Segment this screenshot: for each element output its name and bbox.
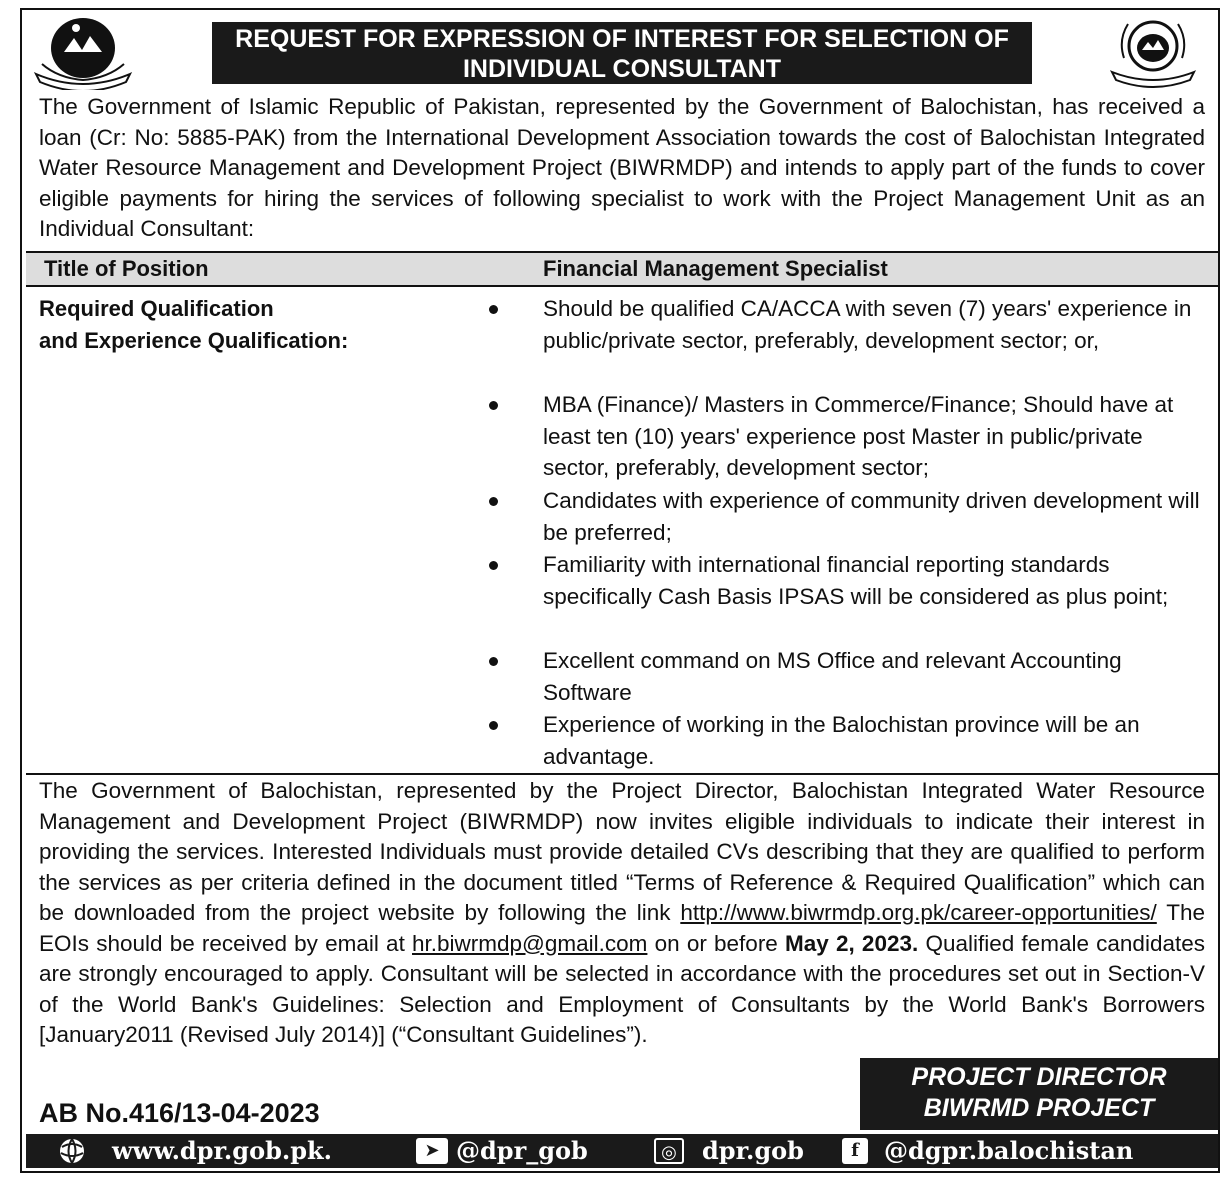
ad-number: AB No.416/13-04-2023 (39, 1098, 320, 1128)
footer-website[interactable]: www.dpr.gob.pk. (112, 1136, 332, 1165)
list-item-text: Candidates with experience of community driven development will be preferred; (543, 488, 1200, 545)
signatory-line-2: BIWRMD PROJECT (923, 1094, 1155, 1122)
bullet-icon (489, 657, 498, 666)
career-opportunities-link[interactable]: http://www.biwrmdp.org.pk/career-opportunities/ (680, 900, 1157, 925)
advertisement-title (212, 22, 1032, 84)
invitation-text-3: on or before (647, 930, 786, 956)
position-title-label: Title of Position (44, 256, 209, 281)
facebook-icon: f (842, 1138, 868, 1164)
email-link[interactable]: hr.biwrmdp@gmail.com (412, 930, 648, 956)
table-header (26, 253, 1218, 287)
title-line-1: REQUEST FOR EXPRESSION OF INTEREST FOR SELECTION OF (235, 25, 1009, 53)
list-item-text: MBA (Finance)/ Masters in Commerce/Finance; Should have at least ten (10) years' experience post Master in public/private sector, preferably, development sector; (543, 392, 1174, 480)
invitation-text-1: The Government of Balochistan, represented by the Project Director, Balochistan Integrated Water Resource Management and Development Project (BIWRMDP) now invites eligible individuals to indicate their interest in providing the services. Interested Individuals must provide detailed CVs describing that they are qualified to perform the services as per criteria defined in the document titled “Terms of Reference & Required Qualification” which can be downloaded from the project website by following the link (39, 778, 1205, 925)
list-item-text: Should be qualified CA/ACCA with seven (7) years' experience in public/private sector, preferably, development sector; or, (543, 296, 1192, 353)
bullet-icon (489, 721, 498, 730)
deadline-date: May 2, 2023. (785, 930, 919, 956)
footer-twitter[interactable]: @dpr_gob (456, 1136, 588, 1165)
qualification-label (39, 293, 348, 357)
list-item-text: Excellent command on MS Office and relevant Accounting Software (543, 648, 1122, 705)
invitation-text-4: Qualified female candidates are strongly encouraged to apply. Consultant will be selected in accordance with the procedures set out in Section-V of the World Bank's Guidelines: Selection and Employment of Consultants by the World Bank's Borrowers [January2011 (Revised July 2014)] (“Consultant Guidelines”). (39, 930, 1205, 1047)
balochistan-emblem-left (28, 12, 138, 90)
invitation-paragraph (39, 776, 1205, 1051)
footer-bar (26, 1134, 1218, 1168)
bullet-icon (489, 305, 498, 314)
instagram-icon: ◎ (654, 1138, 684, 1164)
list-item-text: Familiarity with international financial reporting standards specifically Cash Basis IPSAS will be considered as plus point; (543, 552, 1169, 609)
title-line-2: INDIVIDUAL CONSULTANT (462, 55, 782, 83)
bullet-icon (489, 561, 498, 570)
footer-facebook[interactable]: @dgpr.balochistan (884, 1136, 1134, 1165)
invitation-text-2: The EOIs should be received by email at (39, 900, 1205, 956)
footer-instagram[interactable]: dpr.gob (702, 1136, 804, 1165)
intro-paragraph: The Government of Islamic Republic of Pakistan, represented by the Government of Balochistan, has received a loan (Cr: No: 5885-PAK) from the International Development Association towards the cost of Balochistan Integrated Water Resource Management and Development Project (BIWRMDP) and intends to apply part of the funds to cover eligible payments for hiring the services of following specialist to work with the Project Management Unit as an Individual Consultant: (39, 94, 1205, 241)
qualification-label-line-2: and Experience Qualification: (39, 328, 349, 353)
signatory-box (860, 1058, 1218, 1130)
position-title-value: Financial Management Specialist (543, 256, 888, 281)
twitter-icon: ➤ (416, 1138, 448, 1164)
position-table (26, 251, 1218, 775)
list-item-text: Experience of working in the Balochistan province will be an advantage. (543, 712, 1140, 769)
balochistan-emblem-right (1098, 10, 1208, 88)
bullet-icon (489, 401, 498, 410)
qualification-label-line-1: Required Qualification (39, 296, 274, 321)
bullet-icon (489, 497, 498, 506)
globe-icon (56, 1137, 88, 1165)
signatory-line-1: PROJECT DIRECTOR (911, 1063, 1167, 1091)
